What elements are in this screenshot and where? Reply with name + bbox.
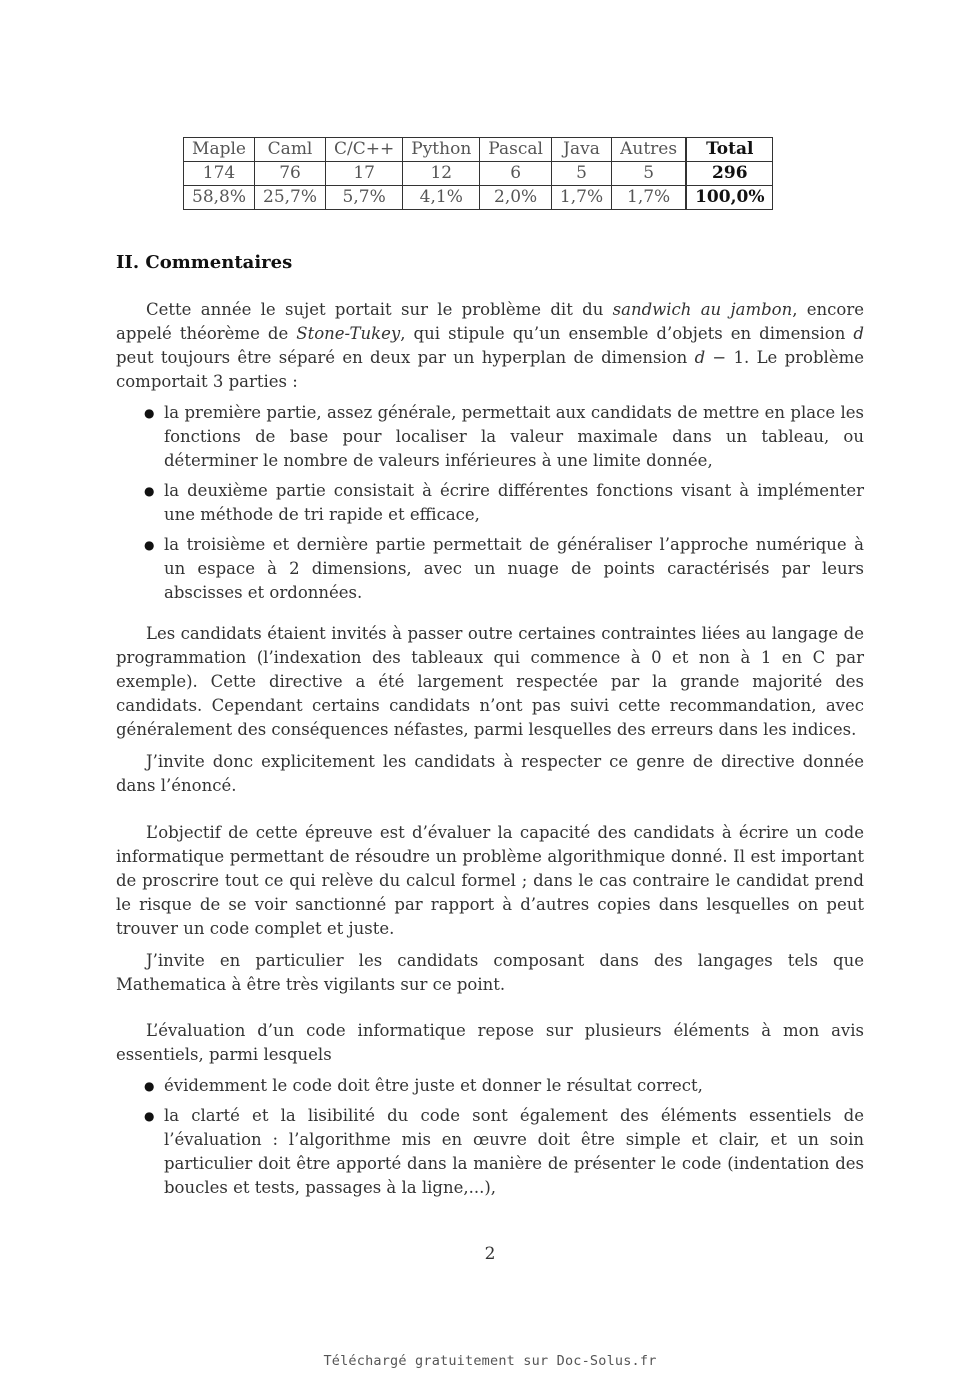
text-span: − 1. Le problème comportait 3 parties : [116, 348, 864, 391]
table-cell: 1,7% [612, 186, 686, 210]
paragraph-6 [116, 1019, 864, 1067]
math-variable: d [694, 348, 706, 367]
paragraph-3 [116, 750, 864, 798]
table-row-percents [184, 186, 773, 210]
bullet-icon: ● [144, 406, 155, 420]
bullet-list-2 [116, 1074, 864, 1200]
table-cell: Caml [255, 138, 326, 162]
bullet-icon: ● [144, 484, 155, 498]
table-cell: 4,1% [403, 186, 480, 210]
table-cell: Autres [612, 138, 686, 162]
table-cell: 1,7% [551, 186, 611, 210]
list-item-text: la deuxième partie consistait à écrire différentes fonctions visant à implémenter une méthode de tri rapide et efficace, [164, 481, 864, 524]
body-block-1 [116, 298, 864, 394]
table-cell: 58,8% [184, 186, 255, 210]
paragraph: J’invite donc explicitement les candidats à respecter ce genre de directive donnée dans l’énoncé. [116, 752, 864, 795]
list-item [116, 479, 864, 527]
bullet-icon: ● [144, 1109, 155, 1123]
bullet-list-1 [116, 401, 864, 605]
list-item [116, 1104, 864, 1200]
table-cell: 12 [403, 162, 480, 186]
list-item-text: la troisième et dernière partie permettait de généraliser l’approche numérique à un espace à 2 dimensions, avec un nuage de points caractérisés par leurs abscisses et ordonnées. [164, 535, 864, 602]
text-span: , qui stipule qu’un ensemble d’objets en dimension [400, 324, 854, 343]
table-cell: 25,7% [255, 186, 326, 210]
table-row-counts [184, 162, 773, 186]
table-header-row [184, 138, 773, 162]
table-cell: 5 [612, 162, 686, 186]
paragraph-2 [116, 622, 864, 742]
language-stats-table [183, 137, 773, 210]
bullet-icon: ● [144, 538, 155, 552]
page-number: 2 [484, 1244, 496, 1264]
table-cell: 2,0% [480, 186, 552, 210]
table-cell: 5,7% [326, 186, 403, 210]
paragraph: J’invite en particulier les candidats composant dans des langages tels que Mathematica à être très vigilants sur ce point. [116, 951, 864, 994]
table-cell: 76 [255, 162, 326, 186]
emphasis-text: sandwich au jambon [612, 300, 793, 319]
table-cell-total: 296 [686, 162, 773, 186]
table-cell: Pascal [480, 138, 552, 162]
text-span: peut toujours être séparé en deux par un hyperplan de dimension [116, 348, 695, 367]
table-cell: 6 [480, 162, 552, 186]
table-cell: 174 [184, 162, 255, 186]
text-span: , encore appelé théorème de [116, 300, 864, 343]
list-item [116, 401, 864, 473]
table-cell: Java [551, 138, 611, 162]
paragraph: L’objectif de cette épreuve est d’évaluer la capacité des candidats à écrire un code informatique permettant de résoudre un problème algorithmique donné. Il est important de proscrire tout ce qui relève du calcul formel ; dans le cas contraire le candidat prend le risque de se voir sanctionné par rapport à d’autres copies dans lesquelles on peut trouver un code complet et juste. [116, 823, 864, 938]
math-variable: d [853, 324, 864, 343]
table-cell: Maple [184, 138, 255, 162]
paragraph-4 [116, 821, 864, 941]
intro-paragraph [116, 298, 864, 394]
list-item-text: la première partie, assez générale, permettait aux candidats de mettre en place les fonctions de base pour localiser la valeur maximale dans un tableau, ou déterminer le nombre de valeurs inférieures à une limite donnée, [164, 403, 864, 470]
paragraph: L’évaluation d’un code informatique repose sur plusieurs éléments à mon avis essentiels, parmi lesquels [116, 1021, 864, 1064]
table-cell: 17 [326, 162, 403, 186]
text-span: Cette année le sujet portait sur le problème dit du [146, 300, 613, 319]
paragraph-5 [116, 949, 864, 997]
bullet-icon: ● [144, 1079, 155, 1093]
paragraph: Les candidats étaient invités à passer outre certaines contraintes liées au langage de programmation (l’indexation des tableaux qui commence à 0 et non à 1 en C par exemple). Cette directive a été largement respectée par la grande majorité des candidats. Cependant certains candidats n’ont pas suivi cette recommandation, avec généralement des conséquences néfastes, parmi lesquelles des erreurs dans les indices. [116, 624, 864, 739]
list-item-text: évidemment le code doit être juste et donner le résultat correct, [164, 1076, 703, 1095]
list-item [116, 1074, 864, 1098]
table-cell: Python [403, 138, 480, 162]
emphasis-text: Stone-Tukey [296, 324, 401, 343]
list-item-text: la clarté et la lisibilité du code sont également des éléments essentiels de l’évaluation : l’algorithme mis en œuvre doit être simple et clair, et un soin particulier doit être apporté dans la manière de présenter le code (indentation des boucles et tests, passages à la ligne,...), [164, 1106, 864, 1197]
table-cell-total: 100,0% [686, 186, 773, 210]
table-cell: C/C++ [326, 138, 403, 162]
footer-text: Téléchargé gratuitement sur Doc-Solus.fr [323, 1353, 657, 1369]
list-item [116, 533, 864, 605]
table-cell-total: Total [686, 138, 773, 162]
section-title: II. Commentaires [116, 252, 293, 273]
table-cell: 5 [551, 162, 611, 186]
